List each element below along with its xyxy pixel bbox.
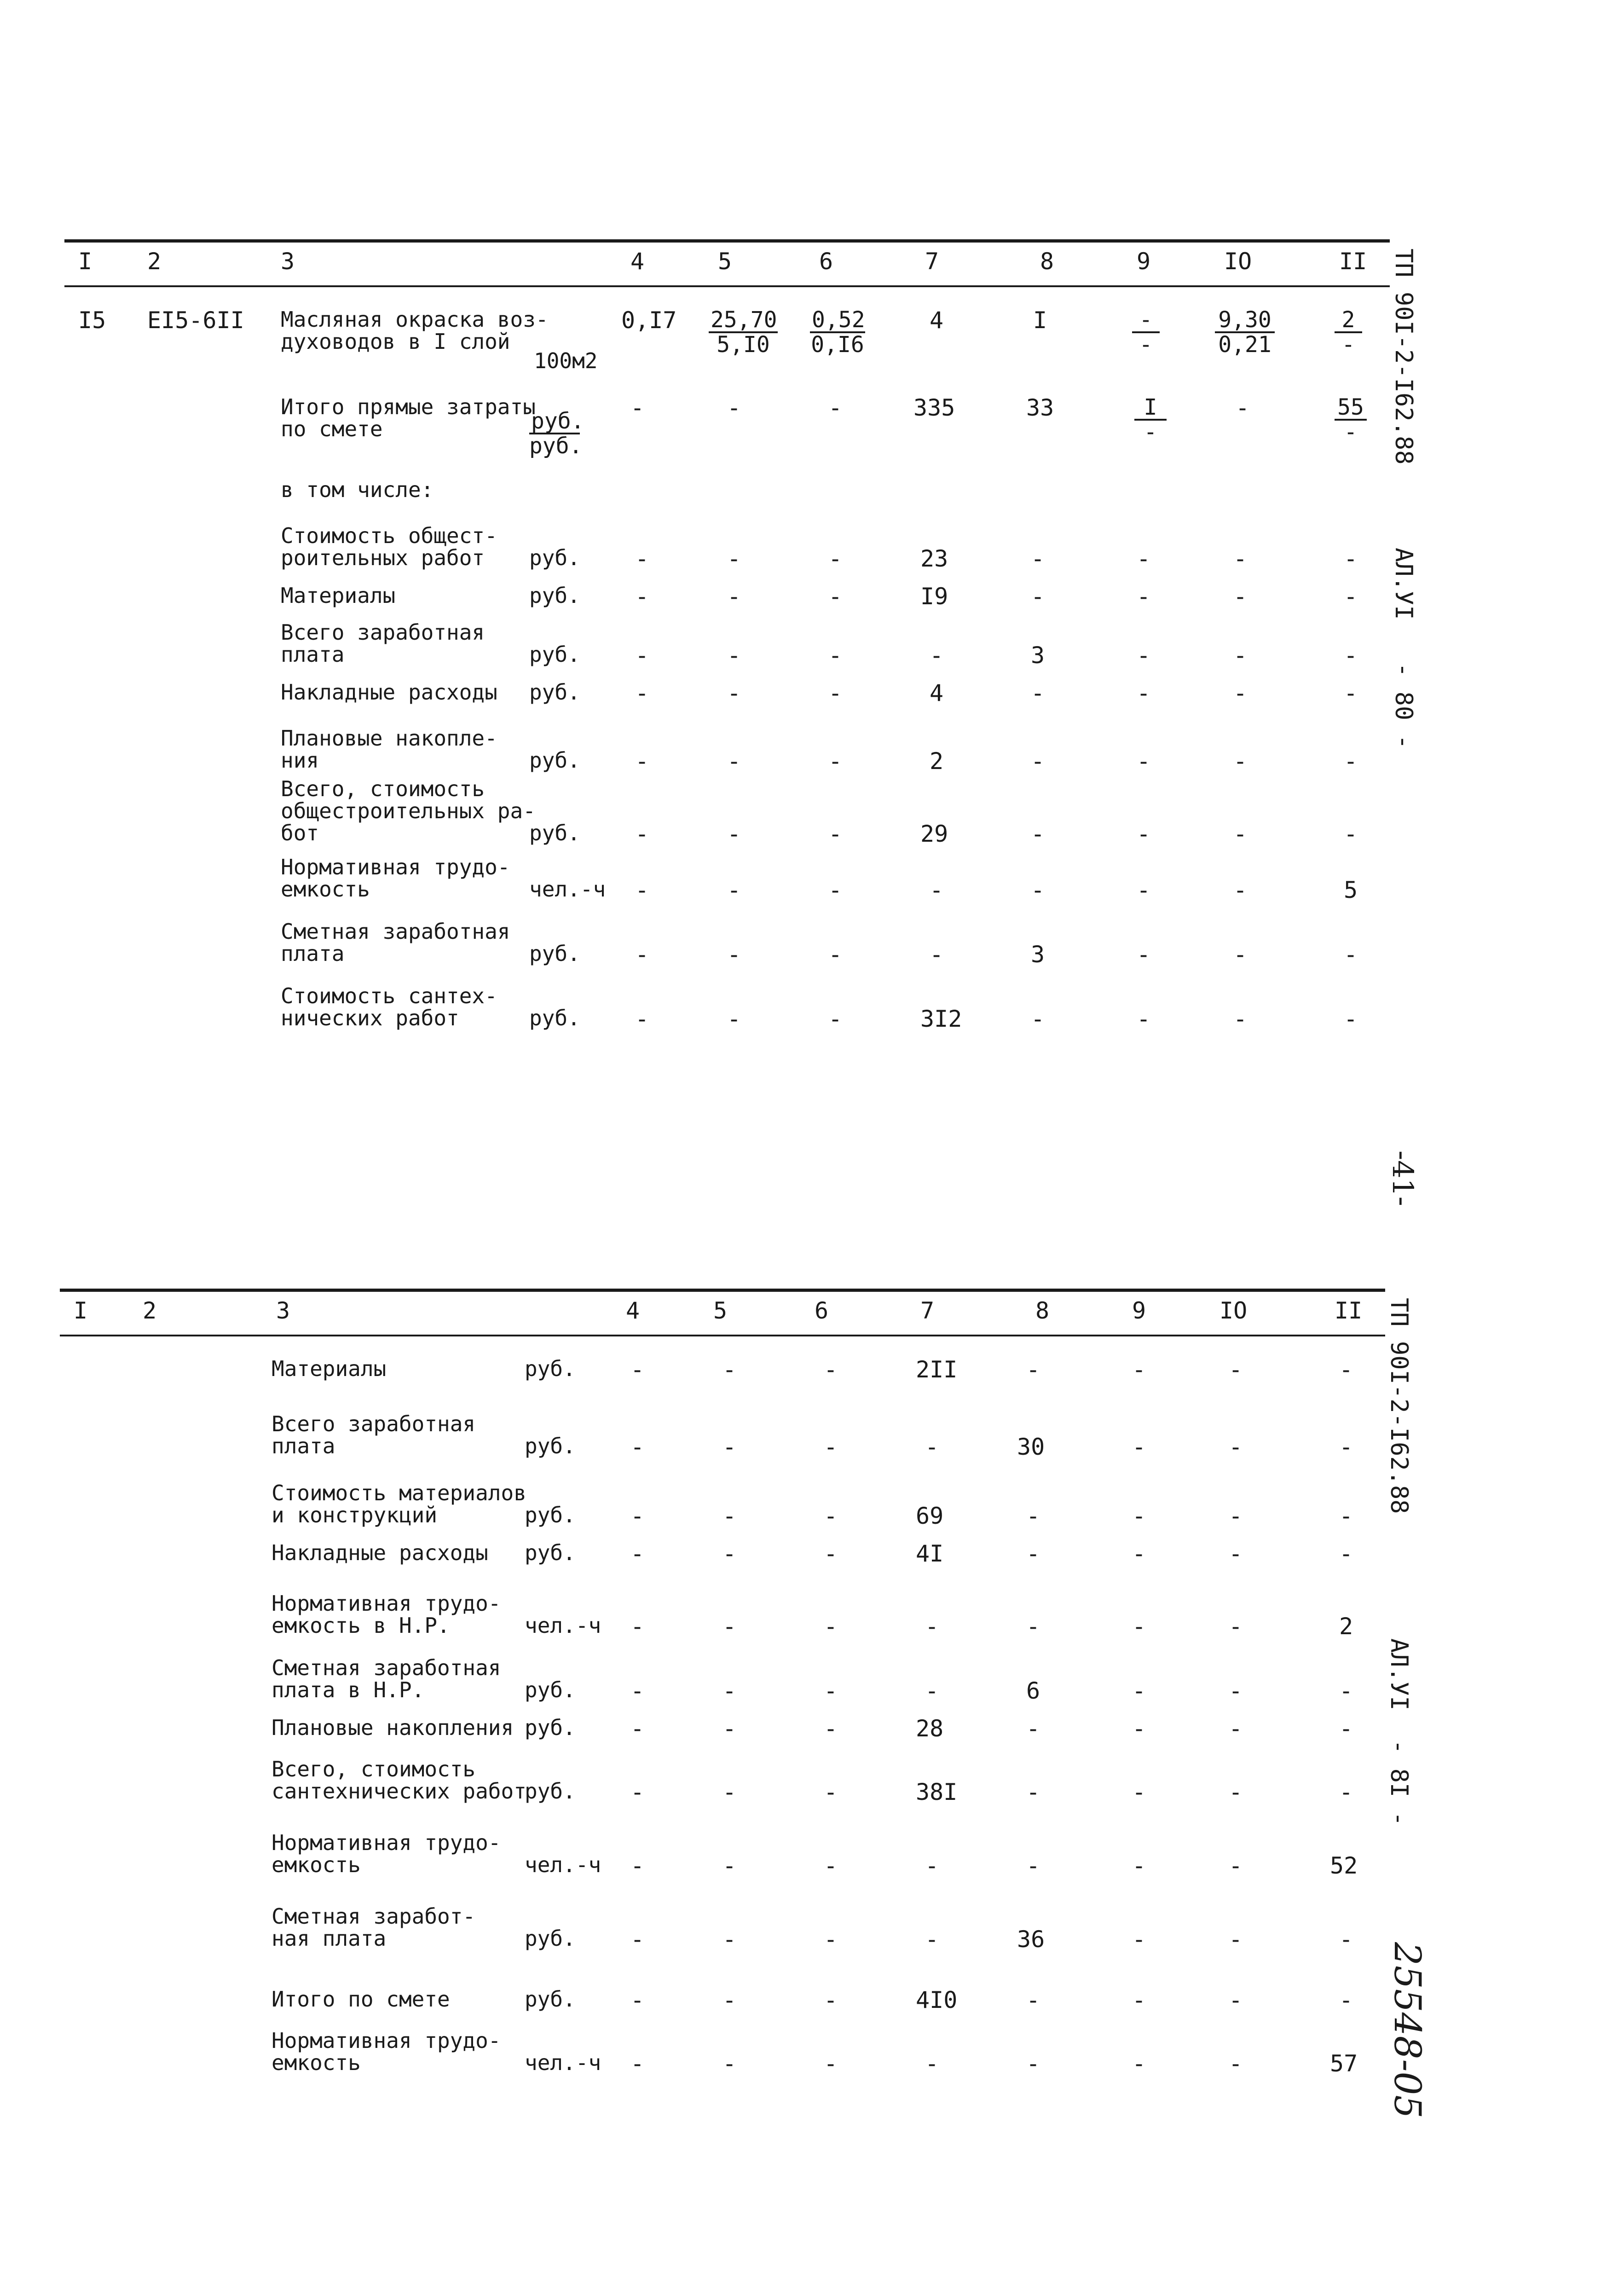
value-col10: -	[1229, 1356, 1243, 1383]
estimate-table-2	[60, 1289, 1385, 2117]
column-header-10: IO	[1219, 1297, 1248, 1324]
value-col10: -	[1229, 1987, 1243, 2013]
column-header-1: I	[78, 248, 92, 275]
value-col9: -	[1132, 1677, 1146, 1704]
value-col10: -	[1229, 1926, 1243, 1953]
value-col6: -	[828, 680, 843, 706]
column-header-6: 6	[819, 248, 833, 275]
numerator: 25,70	[709, 308, 778, 333]
value-col10: -	[1229, 1677, 1243, 1704]
value-col5: -	[727, 877, 741, 903]
value-col11: 2	[1339, 1613, 1353, 1640]
row-description: Плановые накопле- ния	[281, 726, 497, 773]
column-header-10: IO	[1224, 248, 1252, 275]
value-col5: -	[727, 748, 741, 775]
row-description: Нормативная трудо- емкость	[272, 1830, 501, 1877]
value-col6: -	[828, 877, 843, 903]
value-col7: I9	[920, 583, 948, 610]
row-unit: руб.	[525, 1540, 576, 1565]
value-col6: -	[828, 583, 843, 610]
value-col9: -	[1137, 877, 1151, 903]
value-col8: 33	[1026, 394, 1054, 421]
row-unit: чел.-ч	[525, 1852, 601, 1877]
row-unit: руб.	[529, 642, 580, 667]
value-col5: -	[722, 2050, 737, 2077]
value-col9: -	[1137, 545, 1151, 572]
value-col9: -	[1132, 1356, 1146, 1383]
denominator: 0,I6	[811, 332, 864, 358]
value-col9: -	[1137, 583, 1151, 610]
value-col8: -	[1026, 1715, 1040, 1742]
row-description: Стоимость общест- роительных работ	[281, 523, 497, 570]
column-header-9: 9	[1137, 248, 1151, 275]
fraction-value	[1215, 308, 1275, 356]
value-col11: -	[1339, 1715, 1353, 1742]
value-col9: -	[1132, 1926, 1146, 1953]
row-description: Сметная заработ- ная плата	[272, 1904, 476, 1951]
value-col7: -	[930, 941, 944, 968]
column-header-11: II	[1339, 248, 1367, 275]
row-unit: чел.-ч	[525, 2050, 601, 2075]
denominator: 5,I0	[717, 332, 770, 358]
value-col4: -	[635, 680, 649, 706]
value-col11: -	[1344, 680, 1358, 706]
value-col4: -	[630, 1356, 645, 1383]
value-col5: -	[727, 642, 741, 669]
numerator: руб.	[529, 410, 580, 434]
estimate-table-1	[64, 239, 1390, 1114]
value-col11: -	[1339, 1540, 1353, 1567]
value-col9: -	[1137, 680, 1151, 706]
fraction-value	[1335, 308, 1362, 356]
column-header-1: I	[74, 1297, 88, 1324]
denominator: руб.	[529, 433, 583, 459]
value-col5: -	[722, 1613, 737, 1640]
value-col7: -	[925, 1926, 939, 1953]
value-col10: -	[1233, 642, 1248, 669]
value-col10: -	[1229, 1852, 1243, 1879]
value-col9: -	[1137, 642, 1151, 669]
value-col9: -	[1132, 1434, 1146, 1460]
side-page-top: - 80 -	[1390, 663, 1417, 749]
row-number: I5	[78, 307, 106, 334]
value-col9: -	[1132, 1779, 1146, 1805]
value-col10: -	[1233, 821, 1248, 847]
value-col7: 4	[930, 307, 944, 334]
value-col11: -	[1339, 1677, 1353, 1704]
row-description: Накладные расходы	[272, 1540, 488, 1565]
value-col4: -	[635, 821, 649, 847]
column-header-7: 7	[920, 1297, 935, 1324]
row-description: Итого прямые затраты по смете	[281, 394, 536, 441]
value-col9: -	[1132, 1715, 1146, 1742]
value-col8: -	[1026, 1356, 1040, 1383]
value-col7: 69	[916, 1503, 944, 1529]
value-col7: 29	[920, 821, 948, 847]
value-col10: -	[1233, 680, 1248, 706]
value-col11: 5	[1344, 877, 1358, 903]
value-col9: -	[1132, 2050, 1146, 2077]
value-col10: -	[1229, 1434, 1243, 1460]
value-col7: 2	[930, 748, 944, 775]
value-col6: -	[824, 1613, 838, 1640]
value-col4: -	[630, 1613, 645, 1640]
value-col7: 4	[930, 680, 944, 706]
value-col5: -	[722, 1779, 737, 1805]
value-col10: -	[1229, 1715, 1243, 1742]
row-unit: руб.	[525, 1987, 576, 2012]
value-col5: -	[722, 1503, 737, 1529]
fraction-value	[1335, 396, 1367, 444]
column-header-9: 9	[1132, 1297, 1146, 1324]
value-col9: -	[1132, 1613, 1146, 1640]
value-col8: -	[1031, 680, 1045, 706]
value-col11: -	[1344, 642, 1358, 669]
value-col8: 3	[1031, 642, 1045, 669]
value-col11: -	[1339, 1987, 1353, 2013]
row-unit: руб.	[525, 1434, 576, 1458]
value-col4: -	[635, 748, 649, 775]
column-header-5: 5	[713, 1297, 728, 1324]
value-col9: -	[1132, 1852, 1146, 1879]
value-col10: -	[1229, 1613, 1243, 1640]
value-col7: -	[925, 1434, 939, 1460]
value-col11: -	[1344, 748, 1358, 775]
fraction-value	[810, 308, 865, 356]
value-col8: -	[1031, 583, 1045, 610]
value-col6: -	[828, 545, 843, 572]
fraction-value	[709, 308, 778, 356]
denominator: -	[1341, 332, 1355, 358]
value-col10: -	[1229, 1779, 1243, 1805]
row-unit: руб.	[529, 583, 580, 608]
header-rule-top	[64, 239, 1390, 243]
row-description: Плановые накопления	[272, 1715, 514, 1740]
value-col5: -	[722, 1926, 737, 1953]
value-col8: -	[1026, 1987, 1040, 2013]
value-col6: -	[824, 1852, 838, 1879]
row-description: Нормативная трудо- емкость в Н.Р.	[272, 1591, 501, 1638]
value-col10: -	[1233, 748, 1248, 775]
denominator: -	[1144, 419, 1157, 445]
value-col8: I	[1033, 307, 1047, 334]
value-col4: -	[630, 1540, 645, 1567]
value-col7: -	[925, 2050, 939, 2077]
column-header-6: 6	[815, 1297, 829, 1324]
norm-code: ЕI5-6II	[147, 307, 244, 334]
value-col5: -	[727, 394, 741, 421]
value-col4: -	[630, 1677, 645, 1704]
side-code-top: ТП 90I-2-I62.88	[1390, 249, 1417, 465]
value-col11: -	[1339, 1503, 1353, 1529]
value-col4: -	[630, 2050, 645, 2077]
value-col8: 3	[1031, 941, 1045, 968]
value-col6: -	[828, 642, 843, 669]
row-description: Нормативная трудо- емкость	[272, 2028, 501, 2075]
value-col9: -	[1137, 941, 1151, 968]
row-unit: руб.	[525, 1715, 576, 1740]
value-col10: -	[1236, 394, 1250, 421]
value-col7: 335	[913, 394, 955, 421]
value-col8: -	[1031, 748, 1045, 775]
value-col7: 3I2	[920, 1006, 962, 1032]
value-col9: -	[1132, 1540, 1146, 1567]
value-col10: -	[1229, 2050, 1243, 2077]
value-col10: -	[1233, 877, 1248, 903]
value-col7: 38I	[916, 1779, 958, 1805]
row-description: Стоимость материалов и конструкций	[272, 1480, 526, 1527]
value-col6: -	[828, 1006, 843, 1032]
value-col6: -	[828, 941, 843, 968]
value-col11: -	[1344, 583, 1358, 610]
value-col8: -	[1026, 1503, 1040, 1529]
value-col7: -	[930, 877, 944, 903]
value-col4: -	[630, 394, 645, 421]
value-col8: -	[1031, 545, 1045, 572]
value-col10: -	[1233, 545, 1248, 572]
value-col6: -	[824, 1987, 838, 2013]
value-col4: -	[635, 583, 649, 610]
value-col4: -	[635, 642, 649, 669]
value-col5: -	[722, 1852, 737, 1879]
side-album-top: АЛ.УI	[1390, 548, 1417, 620]
value-col4: -	[630, 1779, 645, 1805]
value-col6: -	[828, 394, 843, 421]
column-header-4: 4	[626, 1297, 640, 1324]
row-description: Всего заработная плата	[281, 620, 485, 667]
value-col4: -	[635, 545, 649, 572]
row-unit: руб.	[529, 545, 580, 570]
value-col5: -	[722, 1987, 737, 2013]
row-unit: чел.-ч	[529, 877, 606, 902]
value-col6: -	[824, 1434, 838, 1460]
row-description: Стоимость сантех- нических работ	[281, 983, 497, 1030]
value-col4: -	[630, 1434, 645, 1460]
row-description: Всего заработная плата	[272, 1411, 476, 1458]
value-col11: 57	[1330, 2050, 1358, 2077]
value-col5: -	[727, 1006, 741, 1032]
value-col6: -	[828, 748, 843, 775]
value-col8: -	[1031, 877, 1045, 903]
value-col10: -	[1233, 941, 1248, 968]
value-col11: 52	[1330, 1852, 1358, 1879]
value-col8: 36	[1017, 1926, 1045, 1953]
value-col11: -	[1344, 941, 1358, 968]
value-col4: -	[635, 941, 649, 968]
row-description: Итого по смете	[272, 1987, 450, 2012]
value-col8: -	[1026, 1852, 1040, 1879]
value-col4: -	[630, 1987, 645, 2013]
value-col4: -	[630, 1852, 645, 1879]
value-col11: -	[1339, 1926, 1353, 1953]
numerator: -	[1132, 308, 1160, 333]
header-rule-bottom	[64, 285, 1390, 287]
row-unit: руб.	[525, 1677, 576, 1702]
value-col5: -	[727, 941, 741, 968]
value-col7: 2II	[916, 1356, 958, 1383]
value-col6: -	[824, 1503, 838, 1529]
column-header-5: 5	[718, 248, 732, 275]
value-col8: -	[1026, 1613, 1040, 1640]
column-header-3: 3	[281, 248, 295, 275]
value-col5: -	[727, 821, 741, 847]
side-album-bottom: АЛ.УI	[1385, 1638, 1413, 1711]
value-col5: -	[727, 545, 741, 572]
value-col7: 4I0	[916, 1987, 958, 2013]
row-unit: руб.	[529, 1006, 580, 1030]
value-col11: -	[1339, 1434, 1353, 1460]
page-number-mark: -41-	[1386, 1151, 1420, 1206]
value-col4: -	[630, 1503, 645, 1529]
column-header-11: II	[1335, 1297, 1363, 1324]
value-col8: -	[1031, 821, 1045, 847]
row-description: Материалы	[281, 583, 396, 608]
value-col10: -	[1229, 1540, 1243, 1567]
column-header-8: 8	[1035, 1297, 1050, 1324]
value-col7: 28	[916, 1715, 944, 1742]
row-unit: руб.	[525, 1503, 576, 1527]
value-col6: -	[824, 1926, 838, 1953]
value-col8: 6	[1026, 1677, 1040, 1704]
numerator: I	[1134, 396, 1167, 421]
row-unit: руб.	[529, 941, 580, 966]
column-header-4: 4	[630, 248, 645, 275]
row-description: Сметная заработная плата	[281, 919, 510, 966]
value-col7: 23	[920, 545, 948, 572]
value-col5: -	[722, 1715, 737, 1742]
value-col8: -	[1026, 1779, 1040, 1805]
value-col10: -	[1233, 1006, 1248, 1032]
denominator: -	[1139, 332, 1153, 358]
value-col6: -	[824, 1715, 838, 1742]
value-col7: 4I	[916, 1540, 944, 1567]
value-col6: -	[824, 1677, 838, 1704]
value-col5: -	[727, 583, 741, 610]
value-col5: -	[722, 1677, 737, 1704]
row-description: Масляная окраска воз- духоводов в I слой	[281, 307, 549, 354]
fraction-value	[1132, 308, 1160, 356]
value-col6: -	[828, 821, 843, 847]
value-col11: -	[1344, 821, 1358, 847]
column-header-2: 2	[143, 1297, 157, 1324]
denominator: 0,21	[1218, 332, 1271, 358]
value-col9: -	[1132, 1503, 1146, 1529]
row-unit: руб.	[529, 821, 580, 845]
side-code-bottom: ТП 90I-2-I62.88	[1385, 1298, 1413, 1514]
value-col7: -	[925, 1677, 939, 1704]
archive-stamp: 25548-05	[1386, 1942, 1429, 2119]
value-col10: -	[1233, 583, 1248, 610]
value-col5: -	[722, 1434, 737, 1460]
value-col11: -	[1344, 545, 1358, 572]
value-col9: -	[1137, 821, 1151, 847]
column-header-row	[64, 249, 1390, 291]
row-description: Всего, стоимость общестроительных ра- бот	[281, 776, 536, 845]
value-col6: -	[824, 2050, 838, 2077]
column-header-row	[60, 1299, 1385, 1340]
value-col6: -	[824, 1540, 838, 1567]
value-col4: -	[630, 1926, 645, 1953]
column-header-8: 8	[1040, 248, 1054, 275]
row-description: Сметная заработная плата в Н.Р.	[272, 1655, 501, 1702]
value-col7: -	[930, 642, 944, 669]
value-col4: -	[635, 1006, 649, 1032]
column-header-3: 3	[276, 1297, 290, 1324]
side-page-bottom: - 8I -	[1385, 1740, 1413, 1826]
row-description: Материалы	[272, 1356, 387, 1381]
row-description: Накладные расходы	[281, 680, 497, 705]
numerator: 55	[1335, 396, 1367, 421]
value-col6: -	[824, 1779, 838, 1805]
value-col5: -	[727, 680, 741, 706]
denominator: -	[1344, 419, 1358, 445]
row-unit: руб.	[529, 680, 580, 705]
header-rule-bottom	[60, 1335, 1385, 1336]
value-col5: -	[722, 1356, 737, 1383]
value-col7: -	[925, 1852, 939, 1879]
value-col6: -	[824, 1356, 838, 1383]
value-col11: -	[1339, 1779, 1353, 1805]
value-col9: -	[1137, 748, 1151, 775]
value-col4: -	[630, 1715, 645, 1742]
value-col7: -	[925, 1613, 939, 1640]
value-col8: 30	[1017, 1434, 1045, 1460]
row-unit: руб.	[525, 1926, 576, 1951]
column-header-7: 7	[925, 248, 939, 275]
row-unit: руб.	[525, 1779, 576, 1804]
value-col11: -	[1339, 1356, 1353, 1383]
value-col9: -	[1137, 1006, 1151, 1032]
row-unit: чел.-ч	[525, 1613, 601, 1638]
value-col10: -	[1229, 1503, 1243, 1529]
numerator: 2	[1335, 308, 1362, 333]
value-col8: -	[1026, 2050, 1040, 2077]
row-unit: руб.	[525, 1356, 576, 1381]
value-col9: -	[1132, 1987, 1146, 2013]
fraction-value	[1134, 396, 1167, 444]
column-header-2: 2	[147, 248, 162, 275]
value-col4: -	[635, 877, 649, 903]
row-description: Нормативная трудо- емкость	[281, 855, 510, 902]
header-rule-top	[60, 1289, 1385, 1292]
value-col5: -	[722, 1540, 737, 1567]
in-total-label: в том числе:	[281, 477, 434, 502]
row-unit: руб.	[529, 748, 580, 773]
row-unit: 100м2	[534, 348, 598, 373]
value-col8: -	[1031, 1006, 1045, 1032]
value-col4: 0,I7	[621, 307, 677, 334]
row-description: Всего, стоимость сантехнических работ	[272, 1757, 526, 1804]
value-col11: -	[1344, 1006, 1358, 1032]
fraction-value	[529, 408, 584, 459]
numerator: 0,52	[810, 308, 865, 333]
value-col8: -	[1026, 1540, 1040, 1567]
numerator: 9,30	[1215, 308, 1275, 333]
